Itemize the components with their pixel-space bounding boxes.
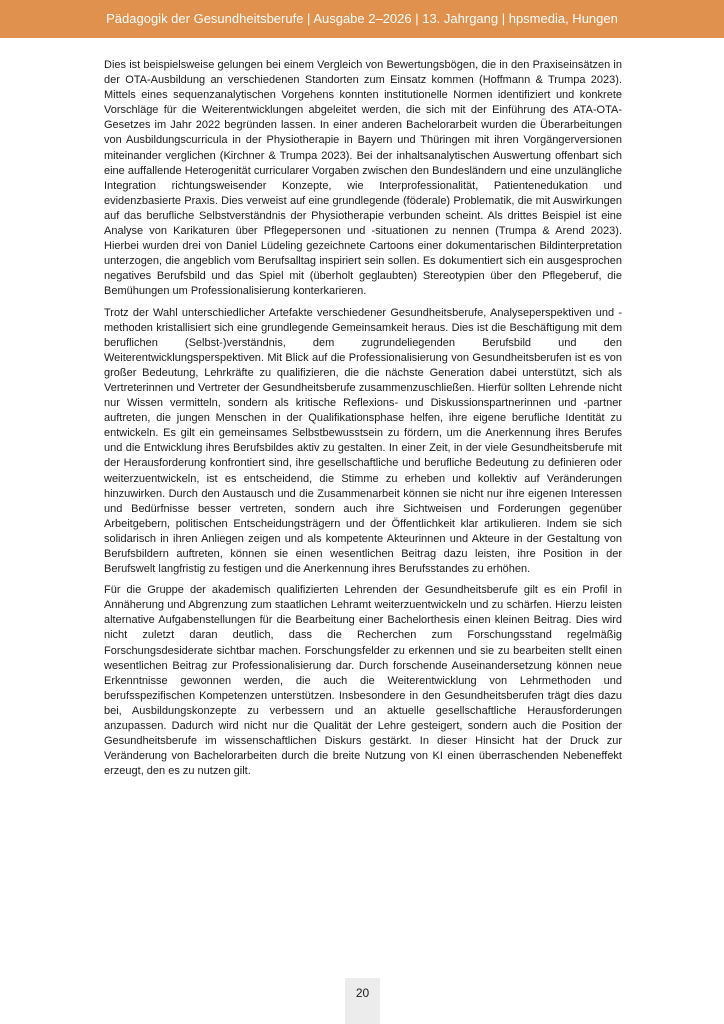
article-body	[104, 58, 622, 785]
page-number-box	[345, 978, 380, 1024]
body-paragraph-2: Trotz der Wahl unterschiedlicher Artefakte verschiedener Gesundheitsberufe, Analyseperspektiven und -methoden kristallisiert sich eine grundlegende Gemeinsamkeit heraus. Dies ist die Beschäftigung mit dem beruflichen (Selbst-)verständnis, dem zugrundeliegenden Berufsbild und den Weiterentwicklungsperspektiven. Mit Blick auf die Professionalisierung von Gesundheitsberufen ist es von großer Bedeutung, Lehrkräfte zu qualifizieren, die die nächste Generation dabei unterstützt, sich als Vertreterinnen und Vertreter der Gesundheitsberufe zusammenzuschließen. Hierfür sollten Lehrende nicht nur Wissen vermitteln, sondern als kritische Reflexions- und Diskussionspartnerinnen und -partner auftreten, die jungen Menschen in der Qualifikationsphase helfen, ihre eigene berufliche Identität zu entwickeln. Es gilt ein gemeinsames Selbstbewusstsein zu fördern, um die Anerkennung ihres Berufes und die Entwicklung ihres Berufsbildes aktiv zu gestalten. In einer Zeit, in der viele Gesundheitsberufe mit der Herausforderung konfrontiert sind, ihre gesellschaftliche und berufliche Bedeutung zu definieren oder weiterzuentwickeln, ist es entscheidend, die Stimme zu erheben und kollektiv auf Veränderungen hinzuwirken. Durch den Austausch und die Zusammenarbeit können sie nicht nur ihre eigenen Interessen und Bedürfnisse besser vertreten, sondern auch ihre Sichtweisen und Forderungen gegenüber Arbeitgebern, politischen Entscheidungsträgern und der Öffentlichkeit klar artikulieren. Indem sie sich solidarisch in ihren Anliegen zeigen und als kompetente Akteurinnen und Akteure in der Gestaltung von Berufsbildern auftreten, können sie einen wesentlichen Beitrag dazu leisten, ihre Position in der Berufswelt langfristig zu festigen und die Anerkennung ihres Berufsstandes zu erhöhen.	[104, 306, 622, 576]
body-paragraph-1: Dies ist beispielsweise gelungen bei einem Vergleich von Bewertungsbögen, die in den Praxiseinsätzen in der OTA-Ausbildung an verschiedenen Standorten zum Einsatz kommen (Hoffmann & Trumpa 2023). Mittels eines sequenzanalytischen Vorgehens konnten institutionelle Normen identifiziert und konkrete Vorschläge für die Weiterentwicklungen abgeleitet werden, die sich mit der Einführung des ATA-OTA-Gesetzes im Jahr 2022 begründen lassen. In einer anderen Bachelorarbeit wurden die Überarbeitungen von Ausbildungscurricula in der Physiotherapie in Bayern und Thüringen mit ihren Vorgängerversionen miteinander verglichen (Kirchner & Trumpa 2023). Bei der inhaltsanalytischen Auswertung offenbart sich eine auffallende Heterogenität curricularer Vorgaben zwischen den Bundesländern und eine unzulängliche Integration richtungsweisender Konzepte, wie Interprofessionalität, Patientenedukation und evidenzbasierte Praxis. Dies verweist auf eine grundlegende (föderale) Problematik, die mit Auswirkungen auf das berufliche Selbstverständnis der Physiotherapie verbunden scheint. Als drittes Beispiel ist eine Analyse von Karikaturen über Pflegepersonen und -situationen zu nennen (Trumpa & Arend 2023). Hierbei wurden drei von Daniel Lüdeling gezeichnete Cartoons einer dokumentarischen Bildinterpretation unterzogen, die angeblich vom Berufsalltag inspiriert sein sollen. Es dokumentiert sich ein ausgesprochen negatives Berufsbild und das Spiel mit (überholt geglaubten) Stereotypien über den Pflegeberuf, die Bemühungen um Professionalisierung konterkarieren.	[104, 59, 622, 298]
page-number: 20	[355, 986, 370, 1000]
journal-header-bar	[0, 0, 724, 38]
body-paragraph-3: Für die Gruppe der akademisch qualifizierten Lehrenden der Gesundheitsberufe gilt es ein Profil in Annäherung und Abgrenzung zum staatlichen Lehramt weiterzuentwickeln und zu schärfen. Hierzu leisten alternative Aufgabenstellungen für die Bearbeitung einer Bachelorthesis einen kleinen Beitrag. Dies wird nicht zuletzt daran deutlich, dass die Recherchen zum Forschungsstand regelmäßig Forschungsdesiderate sichtbar machen. Forschungsfelder zu erkennen und sie zu bearbeiten stellt einen wesentlichen Beitrag zur Professionalisierung dar. Durch forschende Auseinandersetzung können neue Erkenntnisse gewonnen werden, die auch die Weiterentwicklung von Lehrmethoden und berufsspezifischen Kompetenzen unterstützen. Insbesondere in den Gesundheitsberufen trägt dies dazu bei, Ausbildungskonzepte zu verbessern und an aktuelle gesellschaftliche Herausforderungen anzupassen. Dadurch wird nicht nur die Qualität der Lehre gesteigert, sondern auch die Position der Gesundheitsberufe im wissenschaftlichen Diskurs gestärkt. In dieser Hinsicht hat der Druck zur Veränderung von Bachelorarbeiten durch die breite Nutzung von KI einen überraschenden Nebeneffekt erzeugt, den es zu nutzen gilt.	[104, 584, 622, 778]
journal-header-text: Pädagogik der Gesundheitsberufe | Ausgabe 2–2026 | 13. Jahrgang | hpsmedia, Hungen	[106, 11, 618, 26]
